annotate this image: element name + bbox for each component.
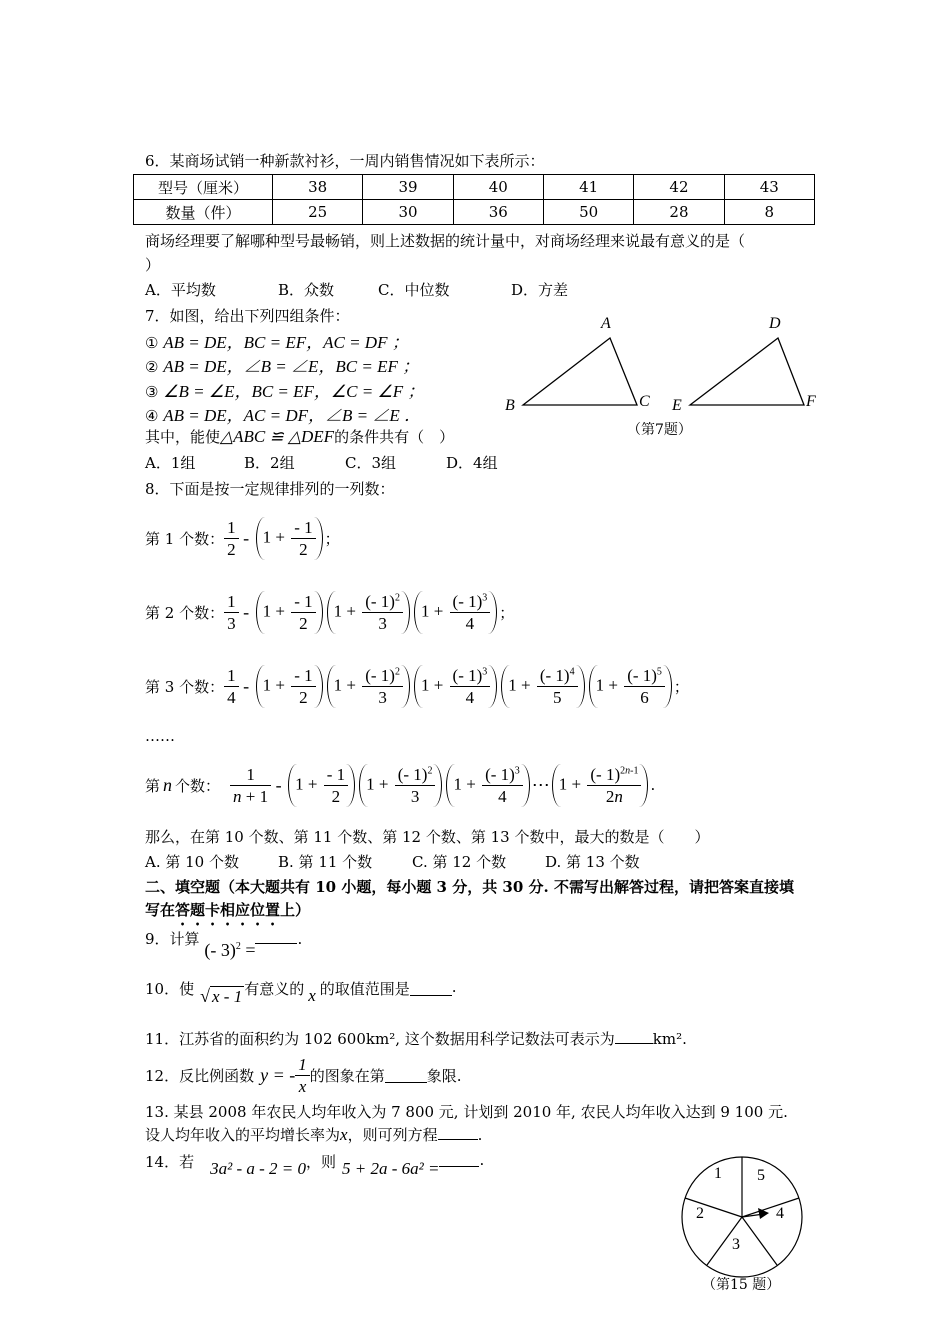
spinner-figure (672, 1150, 822, 1298)
q8-item-1: 第 1 个数： $\frac{1}{2}$ - 1 + $\frac{- 1}{2}$ ； (145, 517, 340, 559)
triangles-figure (495, 310, 825, 445)
q13-line1: 13. 某县 2008 年农民人均年收入为 7 800 元, 计划到 2010 年, 农民人均年收入达到 9 100 元. (145, 1103, 788, 1121)
table-cell: 36 (453, 200, 543, 225)
q8-question: 那么，在第 10 个数、第 11 个数、第 12 个数、第 13 个数中，最大的数是（ ） (145, 828, 710, 846)
q8-option-d: D. 第 13 个数 (545, 853, 640, 871)
table-row (134, 200, 815, 225)
table-cell: 50 (543, 200, 633, 225)
q14: 14．若 3a² - a - 2 = 0 ，则 5 + 2a - 6a² = . (145, 1151, 485, 1178)
triangle-def (690, 338, 804, 405)
table-cell: 41 (543, 175, 633, 200)
table-cell: 39 (363, 175, 453, 200)
q6-question-cont: ） (145, 256, 161, 274)
q9: 9．计算 (- 3)$^2$ =. (145, 930, 303, 960)
q6-question: 商场经理要了解哪种型号最畅销，则上述数据的统计量中，对商场经理来说最有意义的是（ (145, 232, 746, 250)
q8-item-3: 第 3 个数： $\frac{1}{4}$ - 1 + $\frac{- 1}{2}$ 1 + $\frac{(- 1)^2}{3}$ 1 + $\frac{(- 1)^3}{4}$ 1 + $\frac{(- 1)^4}{5}$ 1 + $\frac{(- 1)^5}{6}$ ； (145, 665, 689, 707)
q8-ellipsis: …… (145, 727, 175, 745)
q8-stem: 8．下面是按一定规律排列的一列数： (145, 480, 395, 498)
q6-option-b: B．众数 (278, 281, 335, 299)
table-cell: 8 (724, 200, 814, 225)
table-cell: 型号（厘米） (134, 175, 273, 200)
q8-item-n: 第 n 个数： $\frac{1}{n + 1}$ - 1 + $\frac{- 1}{2}$ 1 + $\frac{(- 1)^2}{3}$ 1 + $\frac{(- 1)^3}{4}$ ⋯ 1 + $\frac{(- 1)^{2n-1}}{2n}$ . (145, 764, 656, 806)
q7-condition-2: ② AB = DE，∠B = ∠E，BC = EF ； (145, 357, 420, 376)
table-cell: 数量（件） (134, 200, 273, 225)
q6-stem: 6．某商场试销一种新款衬衫，一周内销售情况如下表所示： (145, 152, 545, 170)
q10: 10．使 √ x - 1 有意义的 x 的取值范围是 . (145, 978, 457, 1006)
triangle-abc (523, 338, 637, 405)
q13-line2: 设人均年收入的平均增长率为x，则可列方程 . (145, 1125, 483, 1144)
section2-heading-cont: 写在答题卡相应位置上） (145, 901, 311, 919)
figure7-caption: （第7题） (627, 422, 692, 438)
q11: 11．江苏省的面积约为 102 600km², 这个数据用科学记数法可表示为 km². (145, 1030, 687, 1048)
sector-label-2: 2 (696, 1205, 704, 1222)
q8-option-b: B. 第 11 个数 (278, 853, 373, 871)
sector-label-1: 1 (714, 1165, 722, 1182)
table-cell: 30 (363, 200, 453, 225)
q7-option-b: B．2组 (244, 454, 295, 472)
q7-question: 其中，能使△ABC ≌ △DEF的条件共有（ ） (145, 427, 455, 446)
label-b: B (505, 397, 515, 414)
q6-option-c: C．中位数 (378, 281, 450, 299)
sector-label-3: 3 (732, 1236, 740, 1253)
figure15-caption: （第15 题） (702, 1277, 781, 1293)
q8-option-a: A. 第 10 个数 (145, 853, 239, 871)
q6-option-a: A．平均数 (145, 281, 216, 299)
table-cell: 38 (273, 175, 363, 200)
table-cell: 43 (724, 175, 814, 200)
label-f: F (806, 393, 816, 410)
q8-item-2: 第 2 个数： $\frac{1}{3}$ - 1 + $\frac{- 1}{2}$ 1 + $\frac{(- 1)^2}{3}$ 1 + $\frac{(- 1)^3}{4}$ ； (145, 591, 515, 633)
q7-option-c: C．3组 (345, 454, 397, 472)
table-row (134, 175, 815, 200)
q7-condition-1: ① AB = DE，BC = EF，AC = DF ； (145, 333, 409, 352)
q6-option-d: D．方差 (511, 281, 569, 299)
label-e: E (672, 397, 682, 414)
table-cell: 40 (453, 175, 543, 200)
q12: 12．反比例函数 y = - $\frac{1}{x}$ 的图象在第 象限. (145, 1054, 462, 1096)
q7-option-a: A．1组 (145, 454, 196, 472)
section2-heading: 二、填空题（本大题共有 10 小题，每小题 3 分，共 30 分. 不需写出解答过程，请把答案直接填 (145, 878, 794, 896)
q7-stem: 7．如图，给出下列四组条件： (145, 307, 350, 325)
table-cell: 42 (634, 175, 724, 200)
q7-condition-4: ④ AB = DE，AC = DF，∠B = ∠E ． (145, 406, 421, 425)
label-c: C (639, 393, 650, 410)
q8-option-c: C. 第 12 个数 (412, 853, 507, 871)
q7-condition-3: ③ ∠B = ∠E，BC = EF，∠C = ∠F ； (145, 382, 425, 401)
sales-table (133, 174, 815, 225)
sector-label-4: 4 (776, 1205, 784, 1222)
label-d: D (769, 315, 781, 332)
table-cell: 25 (273, 200, 363, 225)
label-a: A (601, 315, 611, 332)
sector-label-5: 5 (757, 1167, 765, 1184)
q7-option-d: D．4组 (446, 454, 498, 472)
table-cell: 28 (634, 200, 724, 225)
